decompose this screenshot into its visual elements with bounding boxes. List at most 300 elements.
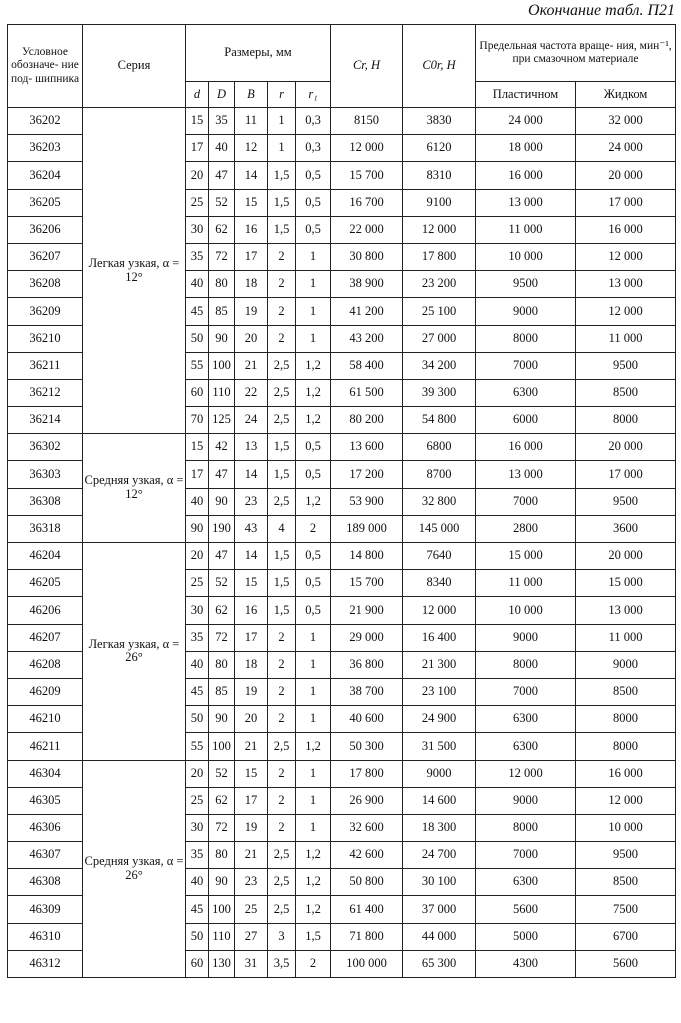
table-row [8,434,676,461]
cell-D: 62 [209,597,235,624]
cell-freq-liquid: 20 000 [576,162,676,189]
cell-designation: 36205 [8,189,83,216]
cell-c0r: 17 800 [403,243,476,270]
cell-cr: 40 600 [331,706,403,733]
cell-D: 100 [209,733,235,760]
cell-cr: 13 600 [331,434,403,461]
cell-designation: 46310 [8,923,83,950]
cell-D: 100 [209,896,235,923]
cell-d: 20 [186,162,209,189]
cell-D: 62 [209,787,235,814]
cell-d: 35 [186,624,209,651]
cell-cr: 15 700 [331,162,403,189]
cell-freq-plastic: 9000 [476,298,576,325]
cell-freq-plastic: 7000 [476,678,576,705]
cell-D: 80 [209,651,235,678]
cell-freq-plastic: 18 000 [476,135,576,162]
cell-D: 52 [209,570,235,597]
cell-d: 20 [186,760,209,787]
cell-D: 100 [209,352,235,379]
cell-freq-liquid: 17 000 [576,189,676,216]
cell-r: 2 [268,678,296,705]
cell-freq-plastic: 16 000 [476,162,576,189]
cell-B: 14 [235,461,268,488]
cell-freq-plastic: 16 000 [476,434,576,461]
cell-freq-liquid: 8000 [576,706,676,733]
cell-cr: 43 200 [331,325,403,352]
cell-freq-liquid: 3600 [576,515,676,542]
cell-c0r: 12 000 [403,216,476,243]
cell-d: 17 [186,461,209,488]
cell-designation: 36206 [8,216,83,243]
cell-D: 110 [209,923,235,950]
cell-designation: 36208 [8,271,83,298]
cell-freq-plastic: 4300 [476,950,576,977]
cell-c0r: 6120 [403,135,476,162]
cell-r1: 1 [296,678,331,705]
cell-r: 2,5 [268,352,296,379]
cell-r: 3,5 [268,950,296,977]
cell-r: 3 [268,923,296,950]
cell-freq-liquid: 9500 [576,842,676,869]
cell-B: 13 [235,434,268,461]
cell-freq-liquid: 8500 [576,379,676,406]
cell-freq-plastic: 24 000 [476,108,576,135]
cell-c0r: 24 700 [403,842,476,869]
cell-freq-liquid: 9500 [576,488,676,515]
cell-cr: 22 000 [331,216,403,243]
cell-D: 35 [209,108,235,135]
cell-r1: 2 [296,950,331,977]
cell-c0r: 16 400 [403,624,476,651]
header-series: Серия [83,25,186,108]
cell-B: 18 [235,651,268,678]
cell-D: 85 [209,298,235,325]
cell-r: 1,5 [268,162,296,189]
cell-B: 27 [235,923,268,950]
cell-D: 85 [209,678,235,705]
cell-d: 17 [186,135,209,162]
cell-B: 15 [235,570,268,597]
cell-freq-liquid: 16 000 [576,760,676,787]
cell-freq-liquid: 11 000 [576,325,676,352]
cell-freq-liquid: 10 000 [576,814,676,841]
cell-cr: 53 900 [331,488,403,515]
cell-freq-plastic: 6300 [476,706,576,733]
cell-r: 1 [268,108,296,135]
cell-freq-plastic: 8000 [476,814,576,841]
cell-r1: 1,5 [296,923,331,950]
cell-B: 14 [235,162,268,189]
cell-D: 110 [209,379,235,406]
cell-freq-liquid: 8500 [576,678,676,705]
cell-r1: 1 [296,706,331,733]
cell-B: 19 [235,814,268,841]
cell-B: 21 [235,842,268,869]
cell-freq-liquid: 6700 [576,923,676,950]
cell-r: 2 [268,325,296,352]
cell-freq-liquid: 13 000 [576,271,676,298]
cell-r: 2,5 [268,869,296,896]
cell-cr: 16 700 [331,189,403,216]
cell-freq-liquid: 5600 [576,950,676,977]
cell-r1: 0,5 [296,216,331,243]
cell-cr: 14 800 [331,543,403,570]
cell-r1: 1 [296,814,331,841]
cell-B: 23 [235,869,268,896]
cell-cr: 38 700 [331,678,403,705]
cell-r: 2 [268,651,296,678]
cell-freq-plastic: 6300 [476,379,576,406]
cell-B: 20 [235,706,268,733]
cell-freq-plastic: 6300 [476,733,576,760]
cell-designation: 36209 [8,298,83,325]
cell-B: 17 [235,624,268,651]
cell-freq-plastic: 2800 [476,515,576,542]
cell-d: 30 [186,597,209,624]
cell-r1: 1,2 [296,733,331,760]
cell-D: 52 [209,189,235,216]
cell-designation: 46312 [8,950,83,977]
cell-B: 22 [235,379,268,406]
cell-r1: 0,5 [296,461,331,488]
cell-freq-liquid: 20 000 [576,543,676,570]
cell-designation: 46209 [8,678,83,705]
cell-c0r: 25 100 [403,298,476,325]
cell-d: 90 [186,515,209,542]
cell-freq-liquid: 8000 [576,733,676,760]
cell-D: 72 [209,624,235,651]
cell-B: 16 [235,597,268,624]
cell-d: 40 [186,651,209,678]
cell-D: 125 [209,407,235,434]
cell-designation: 46210 [8,706,83,733]
cell-cr: 71 800 [331,923,403,950]
cell-c0r: 9000 [403,760,476,787]
cell-D: 130 [209,950,235,977]
cell-freq-liquid: 8500 [576,869,676,896]
cell-B: 12 [235,135,268,162]
cell-d: 35 [186,842,209,869]
cell-c0r: 6800 [403,434,476,461]
cell-c0r: 9100 [403,189,476,216]
cell-r: 1,5 [268,189,296,216]
cell-d: 45 [186,896,209,923]
cell-freq-plastic: 11 000 [476,570,576,597]
cell-c0r: 18 300 [403,814,476,841]
cell-freq-liquid: 8000 [576,407,676,434]
cell-designation: 46308 [8,869,83,896]
cell-cr: 41 200 [331,298,403,325]
cell-B: 18 [235,271,268,298]
cell-c0r: 31 500 [403,733,476,760]
cell-r1: 1 [296,624,331,651]
cell-freq-liquid: 32 000 [576,108,676,135]
cell-c0r: 23 100 [403,678,476,705]
cell-D: 62 [209,216,235,243]
cell-designation: 46304 [8,760,83,787]
cell-B: 21 [235,733,268,760]
cell-c0r: 145 000 [403,515,476,542]
table-body [8,108,676,978]
cell-freq-liquid: 20 000 [576,434,676,461]
cell-designation: 46207 [8,624,83,651]
cell-designation: 36212 [8,379,83,406]
cell-cr: 15 700 [331,570,403,597]
cell-d: 35 [186,243,209,270]
cell-freq-liquid: 13 000 [576,597,676,624]
cell-r: 2,5 [268,379,296,406]
cell-cr: 80 200 [331,407,403,434]
cell-c0r: 8340 [403,570,476,597]
cell-designation: 46204 [8,543,83,570]
cell-r1: 1,2 [296,488,331,515]
cell-c0r: 8310 [403,162,476,189]
cell-r1: 0,5 [296,189,331,216]
cell-r: 2,5 [268,407,296,434]
cell-D: 90 [209,488,235,515]
cell-B: 14 [235,543,268,570]
cell-r1: 1 [296,325,331,352]
cell-freq-liquid: 17 000 [576,461,676,488]
table-caption: Окончание табл. П21 [528,2,675,19]
cell-D: 72 [209,814,235,841]
cell-cr: 61 400 [331,896,403,923]
cell-freq-plastic: 7000 [476,352,576,379]
cell-designation: 36214 [8,407,83,434]
cell-r: 2 [268,814,296,841]
cell-r: 1,5 [268,434,296,461]
cell-d: 55 [186,733,209,760]
cell-freq-plastic: 12 000 [476,760,576,787]
cell-freq-plastic: 10 000 [476,597,576,624]
cell-freq-plastic: 8000 [476,325,576,352]
cell-freq-liquid: 11 000 [576,624,676,651]
cell-r1: 0,5 [296,597,331,624]
cell-d: 45 [186,298,209,325]
cell-freq-plastic: 9000 [476,787,576,814]
cell-designation: 36318 [8,515,83,542]
cell-r1: 1,2 [296,869,331,896]
cell-B: 31 [235,950,268,977]
cell-designation: 46208 [8,651,83,678]
cell-r1: 1,2 [296,896,331,923]
cell-cr: 12 000 [331,135,403,162]
cell-freq-plastic: 7000 [476,488,576,515]
cell-B: 17 [235,787,268,814]
cell-D: 47 [209,461,235,488]
cell-r1: 0,5 [296,543,331,570]
cell-r1: 1 [296,243,331,270]
cell-B: 24 [235,407,268,434]
cell-c0r: 12 000 [403,597,476,624]
cell-cr: 17 800 [331,760,403,787]
cell-c0r: 54 800 [403,407,476,434]
cell-designation: 36308 [8,488,83,515]
cell-d: 15 [186,434,209,461]
cell-designation: 46206 [8,597,83,624]
cell-freq-plastic: 6000 [476,407,576,434]
cell-cr: 42 600 [331,842,403,869]
cell-r: 1,5 [268,216,296,243]
cell-designation: 46211 [8,733,83,760]
cell-D: 80 [209,271,235,298]
cell-designation: 36210 [8,325,83,352]
cell-designation: 46307 [8,842,83,869]
cell-r: 2,5 [268,842,296,869]
cell-r1: 0,3 [296,108,331,135]
cell-c0r: 37 000 [403,896,476,923]
cell-r1: 1 [296,787,331,814]
cell-d: 70 [186,407,209,434]
header-cr: Cr, Н [331,25,403,108]
cell-d: 60 [186,379,209,406]
cell-d: 30 [186,814,209,841]
cell-r: 2,5 [268,733,296,760]
cell-r: 1,5 [268,461,296,488]
cell-freq-liquid: 7500 [576,896,676,923]
cell-D: 90 [209,706,235,733]
cell-c0r: 23 200 [403,271,476,298]
cell-r: 2 [268,706,296,733]
cell-cr: 21 900 [331,597,403,624]
header-r1: r₁ [296,82,331,108]
cell-D: 90 [209,325,235,352]
cell-d: 30 [186,216,209,243]
cell-freq-liquid: 12 000 [576,243,676,270]
cell-c0r: 24 900 [403,706,476,733]
table-row [8,108,676,135]
cell-c0r: 3830 [403,108,476,135]
cell-c0r: 32 800 [403,488,476,515]
cell-cr: 61 500 [331,379,403,406]
cell-c0r: 14 600 [403,787,476,814]
cell-B: 20 [235,325,268,352]
cell-c0r: 27 000 [403,325,476,352]
cell-D: 190 [209,515,235,542]
header-dimensions: Размеры, мм [186,25,331,82]
cell-r: 2,5 [268,896,296,923]
cell-cr: 100 000 [331,950,403,977]
cell-d: 40 [186,869,209,896]
cell-designation: 46306 [8,814,83,841]
cell-r1: 0,5 [296,434,331,461]
cell-r1: 0,5 [296,570,331,597]
header-B: B [235,82,268,108]
table-row [8,543,676,570]
cell-freq-liquid: 24 000 [576,135,676,162]
cell-B: 23 [235,488,268,515]
cell-freq-plastic: 5000 [476,923,576,950]
cell-D: 42 [209,434,235,461]
cell-freq-plastic: 10 000 [476,243,576,270]
cell-d: 15 [186,108,209,135]
cell-r: 2 [268,271,296,298]
cell-r: 2 [268,787,296,814]
header-d: d [186,82,209,108]
cell-designation: 36203 [8,135,83,162]
cell-freq-liquid: 12 000 [576,787,676,814]
header-c0r: C0r, Н [403,25,476,108]
cell-d: 45 [186,678,209,705]
cell-cr: 8150 [331,108,403,135]
series-cell: Легкая узкая, α = 26° [83,543,186,761]
cell-designation: 46205 [8,570,83,597]
header-frequency: Предельная частота враще- ния, мин⁻¹, при смазочном материале [476,25,676,82]
cell-D: 47 [209,543,235,570]
cell-c0r: 8700 [403,461,476,488]
cell-r1: 1 [296,298,331,325]
cell-freq-plastic: 9500 [476,271,576,298]
cell-d: 40 [186,488,209,515]
cell-designation: 36302 [8,434,83,461]
cell-designation: 36202 [8,108,83,135]
cell-r1: 1,2 [296,407,331,434]
cell-d: 60 [186,950,209,977]
cell-B: 43 [235,515,268,542]
cell-r1: 1 [296,651,331,678]
cell-d: 50 [186,923,209,950]
cell-d: 25 [186,189,209,216]
cell-cr: 36 800 [331,651,403,678]
series-cell: Легкая узкая, α = 12° [83,108,186,434]
cell-B: 16 [235,216,268,243]
cell-D: 72 [209,243,235,270]
cell-r: 1,5 [268,570,296,597]
cell-r: 2 [268,624,296,651]
cell-cr: 58 400 [331,352,403,379]
cell-c0r: 30 100 [403,869,476,896]
cell-D: 47 [209,162,235,189]
cell-freq-plastic: 11 000 [476,216,576,243]
cell-freq-liquid: 15 000 [576,570,676,597]
cell-d: 25 [186,570,209,597]
cell-freq-plastic: 6300 [476,869,576,896]
cell-c0r: 7640 [403,543,476,570]
cell-r1: 1 [296,760,331,787]
cell-c0r: 34 200 [403,352,476,379]
cell-designation: 36211 [8,352,83,379]
cell-r: 2,5 [268,488,296,515]
cell-r: 2 [268,760,296,787]
series-cell: Средняя узкая, α = 26° [83,760,186,978]
cell-r: 1 [268,135,296,162]
table-header [8,25,676,108]
cell-c0r: 39 300 [403,379,476,406]
cell-d: 20 [186,543,209,570]
cell-freq-liquid: 12 000 [576,298,676,325]
cell-r1: 2 [296,515,331,542]
cell-cr: 38 900 [331,271,403,298]
cell-r: 4 [268,515,296,542]
cell-r: 1,5 [268,543,296,570]
cell-cr: 50 300 [331,733,403,760]
cell-d: 50 [186,325,209,352]
cell-r1: 1,2 [296,842,331,869]
cell-designation: 36303 [8,461,83,488]
cell-r1: 1 [296,271,331,298]
cell-freq-plastic: 9000 [476,624,576,651]
cell-designation: 46305 [8,787,83,814]
cell-B: 15 [235,189,268,216]
header-D: D [209,82,235,108]
cell-d: 50 [186,706,209,733]
cell-freq-liquid: 16 000 [576,216,676,243]
header-liquid: Жидком [576,82,676,108]
cell-r1: 0,3 [296,135,331,162]
cell-cr: 29 000 [331,624,403,651]
cell-cr: 17 200 [331,461,403,488]
